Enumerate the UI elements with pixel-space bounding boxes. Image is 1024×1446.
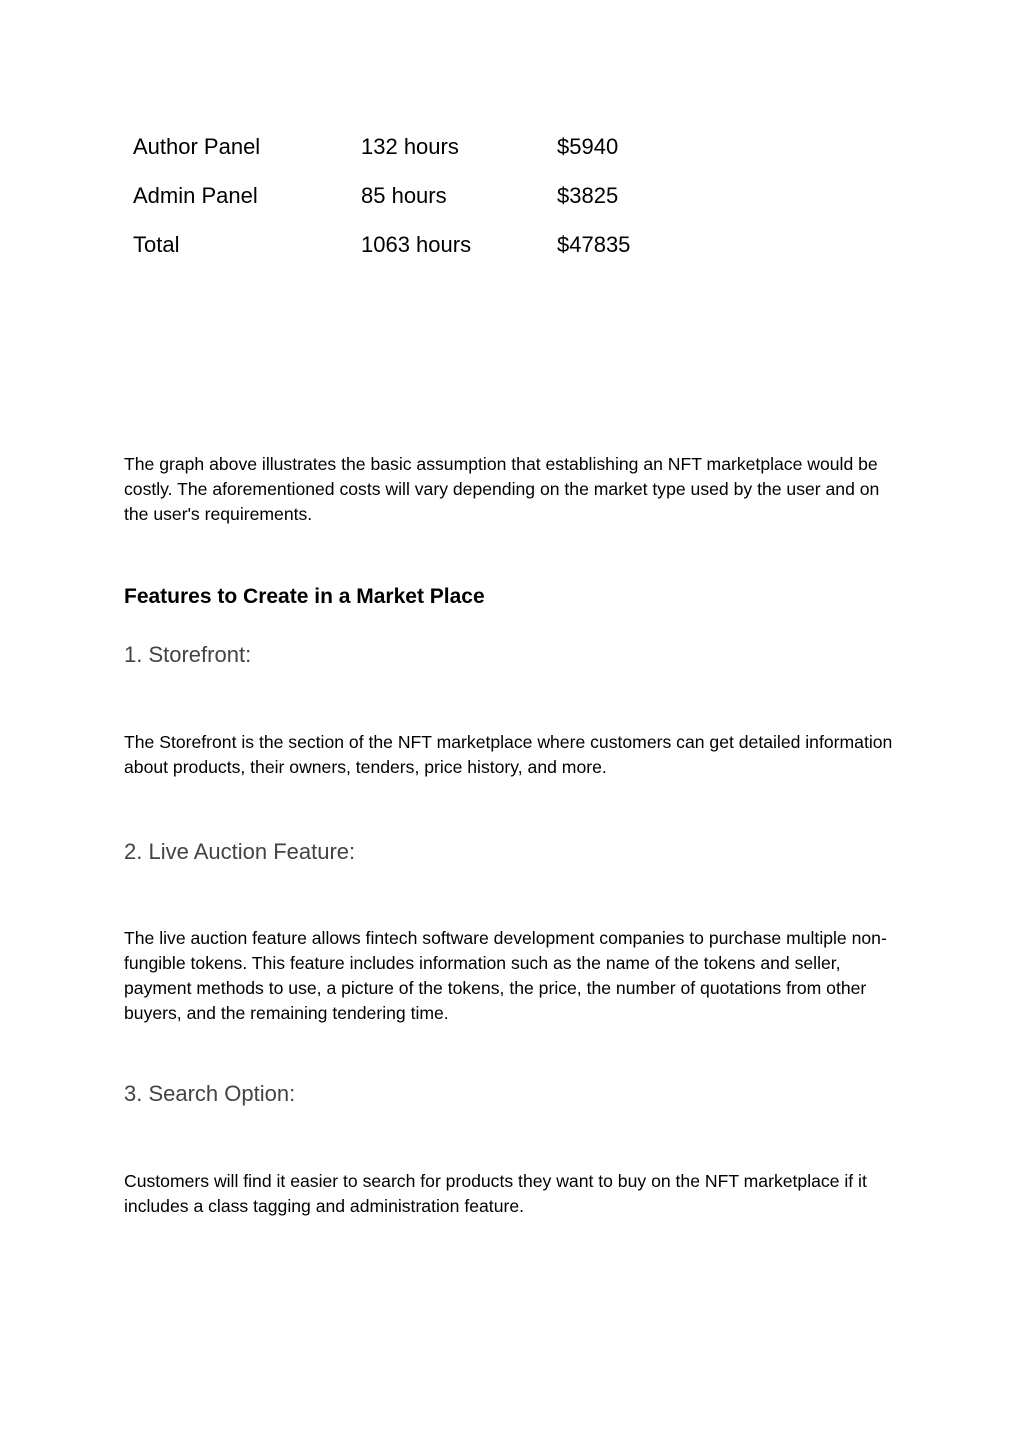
row-cost-cell: $47835: [557, 232, 631, 257]
feature-description-search-option: Customers will find it easier to search for products they want to buy on the NFT marketplace if it includes a class tagging and administration feature.: [124, 1171, 867, 1216]
feature-description-storefront: The Storefront is the section of the NFT marketplace where customers can get detailed information about products, their owners, tenders, price history, and more.: [124, 732, 893, 777]
feature-title-search-option: 3. Search Option:: [124, 1081, 296, 1106]
cost-table: [133, 130, 833, 277]
row-item-cell: Admin Panel: [133, 183, 258, 208]
table-row: [133, 130, 833, 179]
feature-title-storefront: 1. Storefront:: [124, 642, 252, 667]
row-hours-cell: 1063 hours: [361, 232, 472, 257]
feature-description-live-auction: The live auction feature allows fintech software development companies to purchase multiple non-fungible tokens. This feature includes information such as the name of the tokens and seller, payment methods to use, a picture of the tokens, the price, the number of quotations from other buyers, and the remaining tendering time.: [124, 928, 887, 1023]
features-heading: Features to Create in a Market Place: [124, 585, 485, 608]
row-item-cell: Author Panel: [133, 134, 261, 159]
row-hours-cell: 85 hours: [361, 183, 447, 208]
intro-paragraph: The graph above illustrates the basic assumption that establishing an NFT marketplace would be costly. The aforementioned costs will vary depending on the market type used by the user and on the user's requirements.: [124, 454, 880, 524]
row-hours-cell: 132 hours: [361, 134, 459, 159]
row-cost-cell: $5940: [557, 134, 619, 159]
row-cost-cell: $3825: [557, 183, 619, 208]
row-item-cell: Total: [133, 232, 180, 257]
table-row-total: [133, 228, 833, 277]
table-row: [133, 179, 833, 228]
feature-title-live-auction: 2. Live Auction Feature:: [124, 839, 356, 864]
